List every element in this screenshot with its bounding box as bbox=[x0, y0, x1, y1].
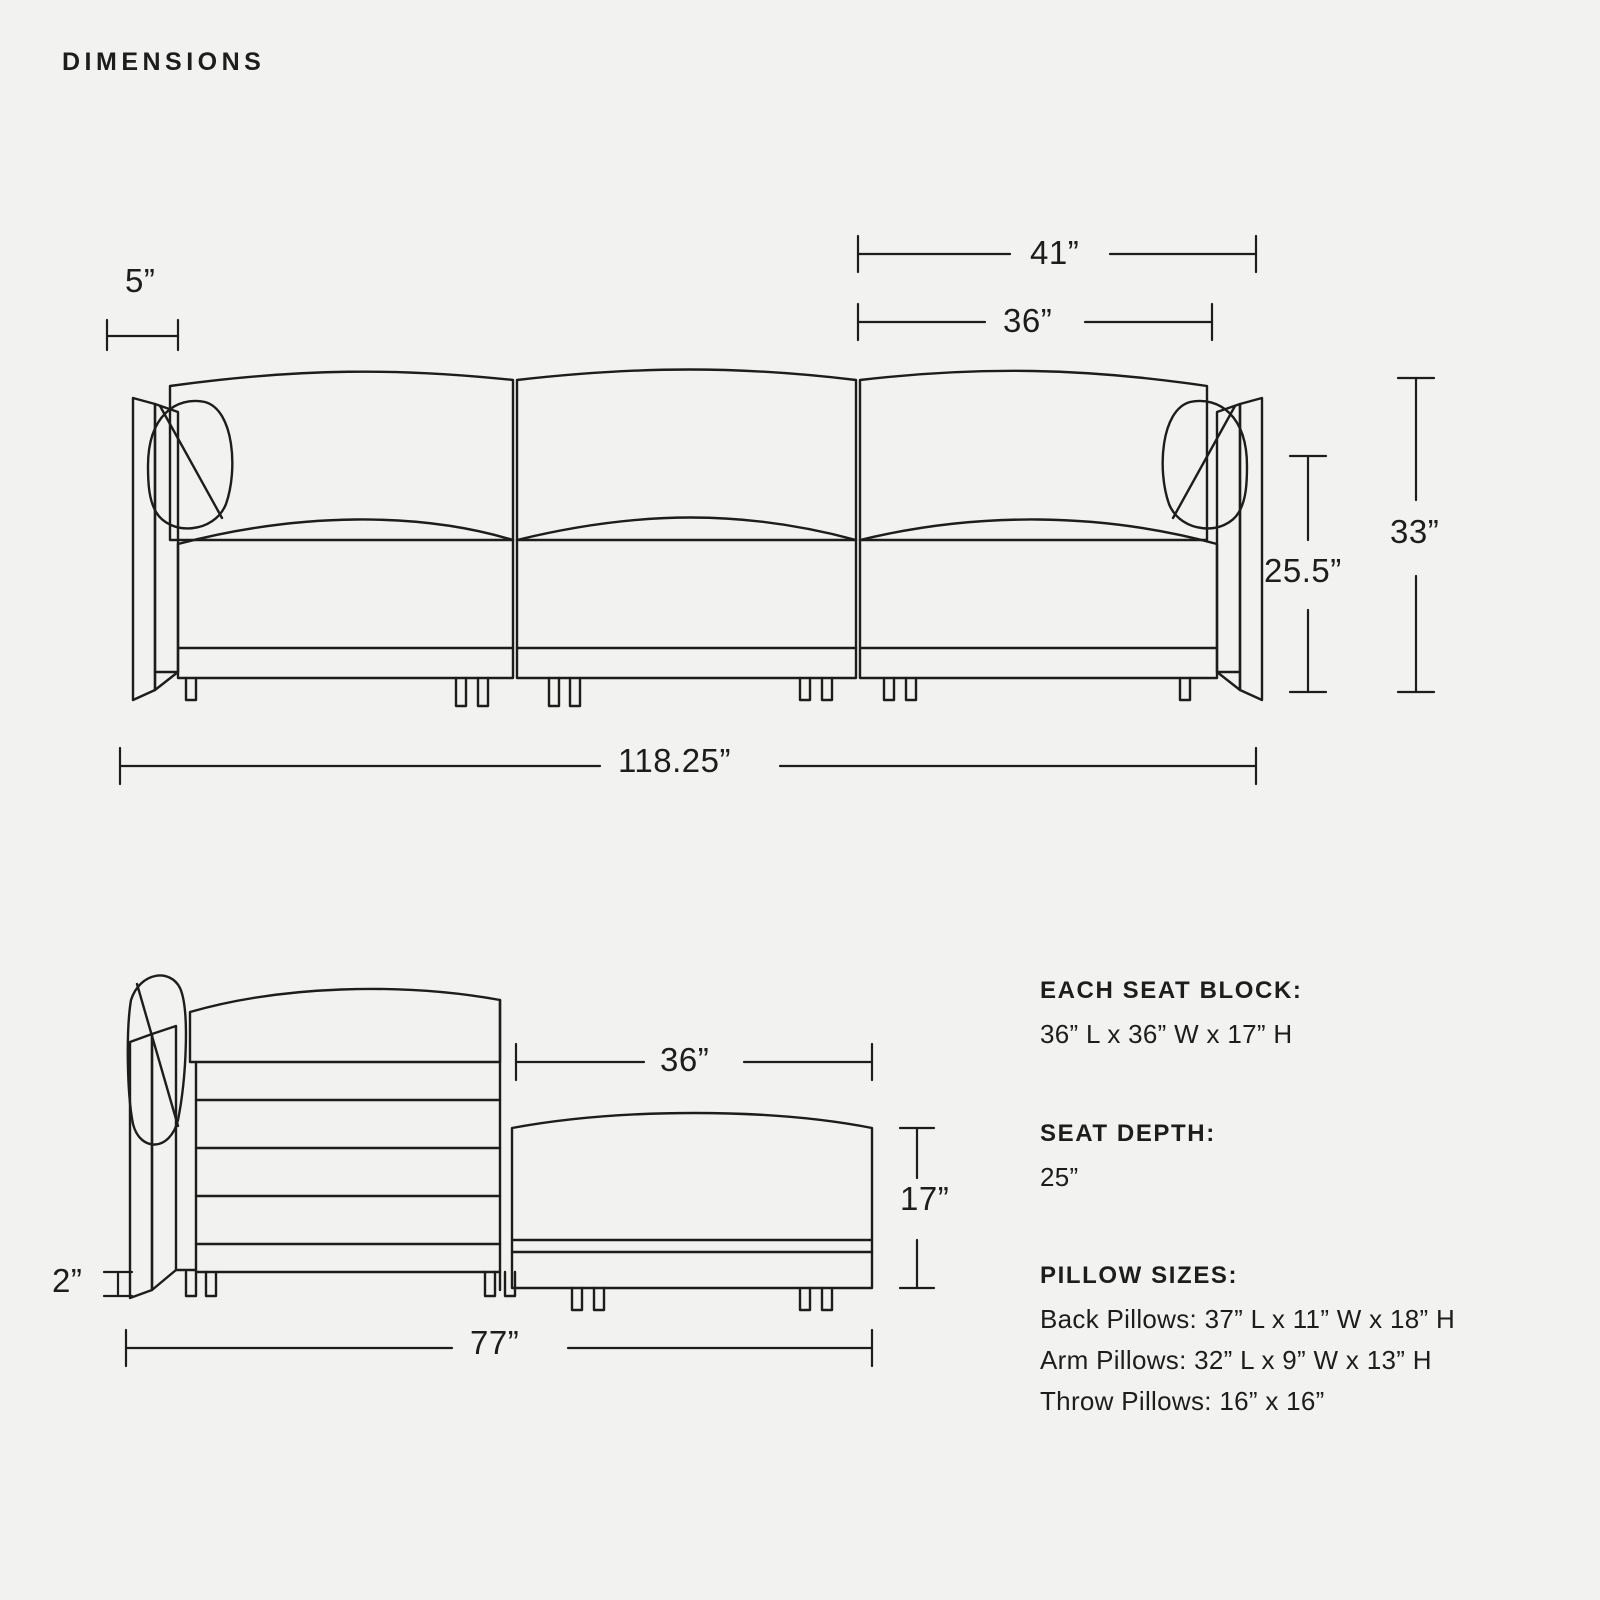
label-ottoman-depth: 36” bbox=[660, 1041, 710, 1078]
label-seat-height: 17” bbox=[900, 1180, 950, 1217]
spec-seat-block-heading: EACH SEAT BLOCK: bbox=[1040, 977, 1303, 1004]
label-total-depth: 77” bbox=[470, 1324, 520, 1361]
spec-pillow-back: Back Pillows: 37” L x 11” W x 18” H bbox=[1040, 1304, 1456, 1334]
spec-seat-depth-heading: SEAT DEPTH: bbox=[1040, 1120, 1216, 1147]
spec-pillow-sizes-heading: PILLOW SIZES: bbox=[1040, 1262, 1239, 1289]
label-leg-height: 2” bbox=[52, 1262, 83, 1299]
label-arm-height: 25.5” bbox=[1264, 552, 1342, 589]
label-back-height: 33” bbox=[1390, 513, 1440, 550]
spec-pillow-arm: Arm Pillows: 32” L x 9” W x 13” H bbox=[1040, 1345, 1432, 1375]
label-module-outer-width: 41” bbox=[1030, 234, 1080, 271]
spec-seat-depth bbox=[1040, 1120, 1216, 1203]
spec-seat-block-line-1: 36” L x 36” W x 17” H bbox=[1040, 1019, 1293, 1049]
front-view-dimensions bbox=[107, 236, 1434, 784]
label-total-width: 118.25” bbox=[618, 742, 731, 779]
spec-seat-block bbox=[1040, 977, 1302, 1060]
side-view-sofa bbox=[128, 976, 872, 1311]
spec-pillow-sizes bbox=[1040, 1262, 1455, 1427]
label-arm-thickness: 5” bbox=[125, 262, 156, 299]
spec-pillow-throw: Throw Pillows: 16” x 16” bbox=[1040, 1386, 1325, 1416]
label-module-inner-width: 36” bbox=[1003, 302, 1053, 339]
page-title: DIMENSIONS bbox=[62, 48, 266, 76]
spec-seat-depth-line-1: 25” bbox=[1040, 1162, 1079, 1192]
side-view-dimensions bbox=[104, 1044, 934, 1366]
front-view-sofa bbox=[133, 370, 1262, 707]
